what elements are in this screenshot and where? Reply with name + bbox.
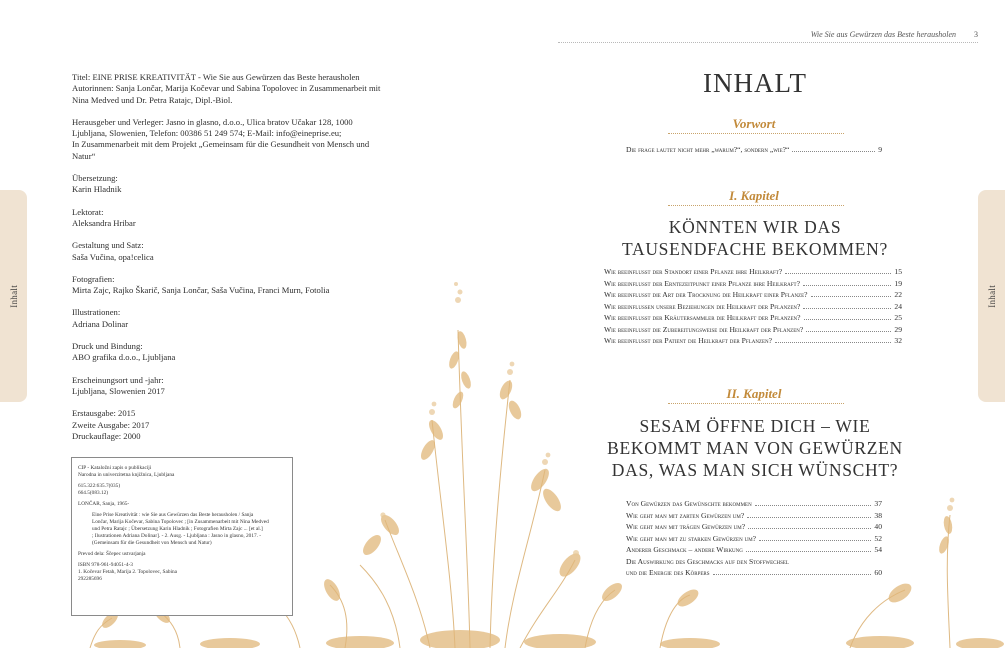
imprint-editing [72,207,402,230]
imprint-editions [72,408,402,442]
imprint-line: ABO grafika d.o.o., Ljubljana [72,352,176,363]
cip-header [78,465,286,479]
cip-line: Narodna in univerzitetna knjižnica, Ljubljana [78,472,175,478]
cip-author: LONČAR, Sanja, 1965- [78,501,130,507]
cip-line: 664.5(083.12) [78,490,109,496]
imprint-line: Gestaltung und Satz: [72,240,144,251]
cip-line: und Petra Ratajc ; Übersetzung Karin Hladnik ; Fotografien Mirta Zajc ... [et al.] [92,526,263,532]
chapter-title-line: SESAM ÖFFNE DICH – WIE [639,416,871,436]
cip-line: Eine Prise Kreativität : wie Sie aus Gewürzen das Beste herausholen / Sanja [92,512,254,518]
toc-leader [775,342,891,343]
toc-leader [785,273,891,274]
toc-entry-page: 37 [874,499,882,508]
cip-body [78,512,286,547]
cip-record-box [71,457,293,616]
toc-entry[interactable] [604,324,902,336]
imprint-line: Druckauflage: 2000 [72,430,141,441]
toc-entry[interactable] [604,335,902,347]
imprint-line: Zweite Ausgabe: 2017 [72,419,150,430]
toc-leader [746,551,872,552]
section-rule [668,403,844,404]
toc-entry[interactable] [604,289,902,301]
section-label-vorwort: Vorwort [732,116,776,131]
imprint-place [72,375,402,398]
toc-entry-page: 54 [874,545,882,554]
toc-leader [713,574,872,575]
toc-entry-text: Wie beeinflusst der Patient die Heilkraft der Pflanzen? [604,336,773,345]
toc-entry-text: Die Auswirkung des Geschmacks auf den Stoffwechsel [626,556,789,566]
imprint-line: Saša Vučina, opa!celica [72,251,154,262]
toc-entry-text: Wie geht man mit trägen Gewürzen um? [626,522,746,531]
page-number: 3 [974,30,978,39]
imprint-line: In Zusammenarbeit mit dem Projekt „Gemeinsam für die Gesundheit von Mensch und [72,139,370,150]
toc-leader [755,505,872,506]
cip-line: ISBN 978-961-94051-4-3 [78,562,133,568]
toc-entry[interactable] [626,521,882,533]
toc-entry-page: 38 [874,510,882,520]
toc-entry[interactable] [626,567,882,579]
imprint-line: Fotografien: [72,273,115,284]
cip-line: CIP - Kataložni zapis o publikaciji [78,465,152,471]
toc-leader [747,517,871,518]
running-head [558,30,978,39]
section-rule [668,133,844,134]
imprint-line: Natur“ [72,150,96,161]
toc-title: INHALT [703,68,807,98]
toc-entry-text: Wie beeinflussen unsere Beziehungen die Heilkraft der Pflanzen? [604,301,801,311]
imprint-line: Adriana Dolinar [72,318,129,329]
cip-line: (Gemeinsam für die Gesundheit von Mensch und Natur) [92,540,212,546]
toc-entry-text: Von Gewürzen das Gewünschte bekommen [626,499,752,508]
cip-line: 615.322:635.7(035) [78,483,121,489]
imprint-line: Übersetzung: [72,173,118,184]
imprint-line: Ljubljana, Slowenien, Telefon: 00386 51 249 574; E-Mail: info@eineprise.eu; [72,128,342,139]
imprint-line: Herausgeber und Verleger: Jasno in glasno, d.o.o., Ulica bratov Učakar 128, 1000 [72,116,353,127]
toc-entry[interactable] [604,301,902,313]
imprint-translation [72,173,402,196]
toc-entry-text: Wie beeinflusst der Erntezeitpunkt einer Pflanze ihre Heilkraft? [604,278,800,288]
section-label-chapter-2: II. Kapitel [726,386,782,401]
imprint-title [72,72,402,106]
toc-entry-text: Wie beeinflusst die Zubereitungsweise die Heilkraft der Pflanzen? [604,324,804,334]
imprint-line: Autorinnen: Sanja Lončar, Marija Kočevar und Sabina Topolovec in Zusammenarbeit mit [72,83,381,94]
side-tab-left-label: Inhalt [8,284,19,308]
toc-entry-text: Wie beeinflusst die Art der Trocknung die Heilkraft einer Pflanze? [604,290,808,299]
imprint-photos [72,274,402,297]
side-tab-left[interactable] [0,190,27,402]
toc-entry[interactable] [626,510,882,522]
imprint-line: Illustrationen: [72,307,121,318]
toc-list-chapter-1 [604,266,902,347]
chapter-title-line: KÖNNTEN WIR DAS [668,217,842,237]
toc-entry-page: 24 [894,301,902,311]
toc-entry-page: 40 [874,522,882,531]
toc-entry-page: 25 [894,313,902,322]
imprint-line: Druck und Bindung: [72,341,143,352]
chapter-title-line: BEKOMMT MAN VON GEWÜRZEN [607,438,903,458]
toc-leader [811,296,892,297]
cip-line: 292285696 [78,576,102,582]
cip-line: Lončar, Marija Kočevar, Sabina Topolovec ; [in Zusammenarbeit mit Nina Medved [92,519,269,525]
toc-entry-page: 32 [894,336,902,345]
cip-original: Prevod dela: Ščepec ustvarjanja [78,551,146,557]
toc-entry-text: Wie geht man mit zarten Gewürzen um? [626,510,745,520]
running-head-rule [558,42,978,43]
toc-leader [803,285,891,286]
toc-leader [804,319,892,320]
toc-entry-page: 22 [894,290,902,299]
toc-leader [759,540,871,541]
cip-isbn [78,562,286,583]
imprint [72,72,402,453]
toc-leader [803,308,891,309]
running-head-title: Wie Sie aus Gewürzen das Beste herausholen [810,30,956,39]
toc-entry-text: Wie geht man mit zu starken Gewürzen um? [626,533,757,543]
imprint-line: Nina Medved und Dr. Petra Ratajc, Dipl.-Biol. [72,94,233,105]
imprint-illustrations [72,307,402,330]
toc-entry[interactable] [604,312,902,324]
chapter-2-title [596,415,914,481]
toc-entry[interactable] [604,266,902,278]
toc-list-chapter-2 [626,498,882,579]
toc-entry-page: 9 [878,145,882,154]
toc-entry-text: Wie beeinflusst der Kräutersammler die Heilkraft der Pflanzen? [604,313,801,322]
toc-entry-text: und die Energie des Körpers [626,568,710,577]
imprint-line: Titel: EINE PRISE KREATIVITÄT - Wie Sie aus Gewürzen das Beste herausholen [72,72,360,82]
imprint-print [72,341,402,364]
toc-leader [748,528,871,529]
cip-line: 1. Kočevar Fetah, Marija 2. Topolovec, Sabina [78,569,177,575]
side-tab-right-label: Inhalt [986,284,997,308]
toc-entry-text: Anderer Geschmack – andere Wirkung [626,545,743,554]
toc-entry-page: 60 [874,568,882,577]
toc-entry-text: Wie beeinflusst der Standort einer Pflanze ihre Heilkraft? [604,267,783,276]
toc-entry[interactable] [626,144,882,156]
section-rule [668,205,844,206]
imprint-line: Mirta Zajc, Rajko Škarič, Sanja Lončar, Saša Vučina, Franci Murn, Fotolia [72,285,330,296]
chapter-title-line: TAUSENDFACHE BEKOMMEN? [622,239,888,259]
imprint-line: Ljubljana, Slowenien 2017 [72,385,165,396]
toc-entry-page: 52 [874,533,882,543]
imprint-line: Lektorat: [72,206,104,217]
toc-entry[interactable] [626,498,882,510]
toc-leader [806,331,891,332]
imprint-publisher [72,117,402,162]
cip-class [78,483,286,497]
cip-line: ; Ilustrationen Adriana Dolinar]. - 2. Ausg. - Ljubljana : Jasno in glasno, 2017. - [92,533,262,539]
side-tab-right[interactable] [978,190,1005,402]
toc-entry[interactable] [626,533,882,545]
toc-entry-page: 29 [894,324,902,334]
imprint-design [72,240,402,263]
toc-entry-text: Die frage lautet nicht mehr „warum?“, sondern „wie?“ [626,145,790,154]
imprint-line: Erstausgabe: 2015 [72,408,136,419]
toc-entry[interactable] [626,544,882,556]
toc-leader [792,151,875,152]
toc-entry[interactable] [604,278,902,290]
toc-entry-page: 19 [894,278,902,288]
imprint-line: Erscheinungsort und -jahr: [72,374,164,385]
chapter-title-line: DAS, WAS MAN SICH WÜNSCHT? [611,460,899,480]
imprint-line: Karin Hladnik [72,184,122,195]
imprint-line: Aleksandra Hribar [72,217,136,228]
chapter-1-title [596,216,914,260]
section-label-chapter-1: I. Kapitel [729,188,779,203]
toc-entry-page: 15 [894,267,902,276]
toc-entry[interactable] [626,556,882,568]
toc-list-vorwort [626,144,882,156]
